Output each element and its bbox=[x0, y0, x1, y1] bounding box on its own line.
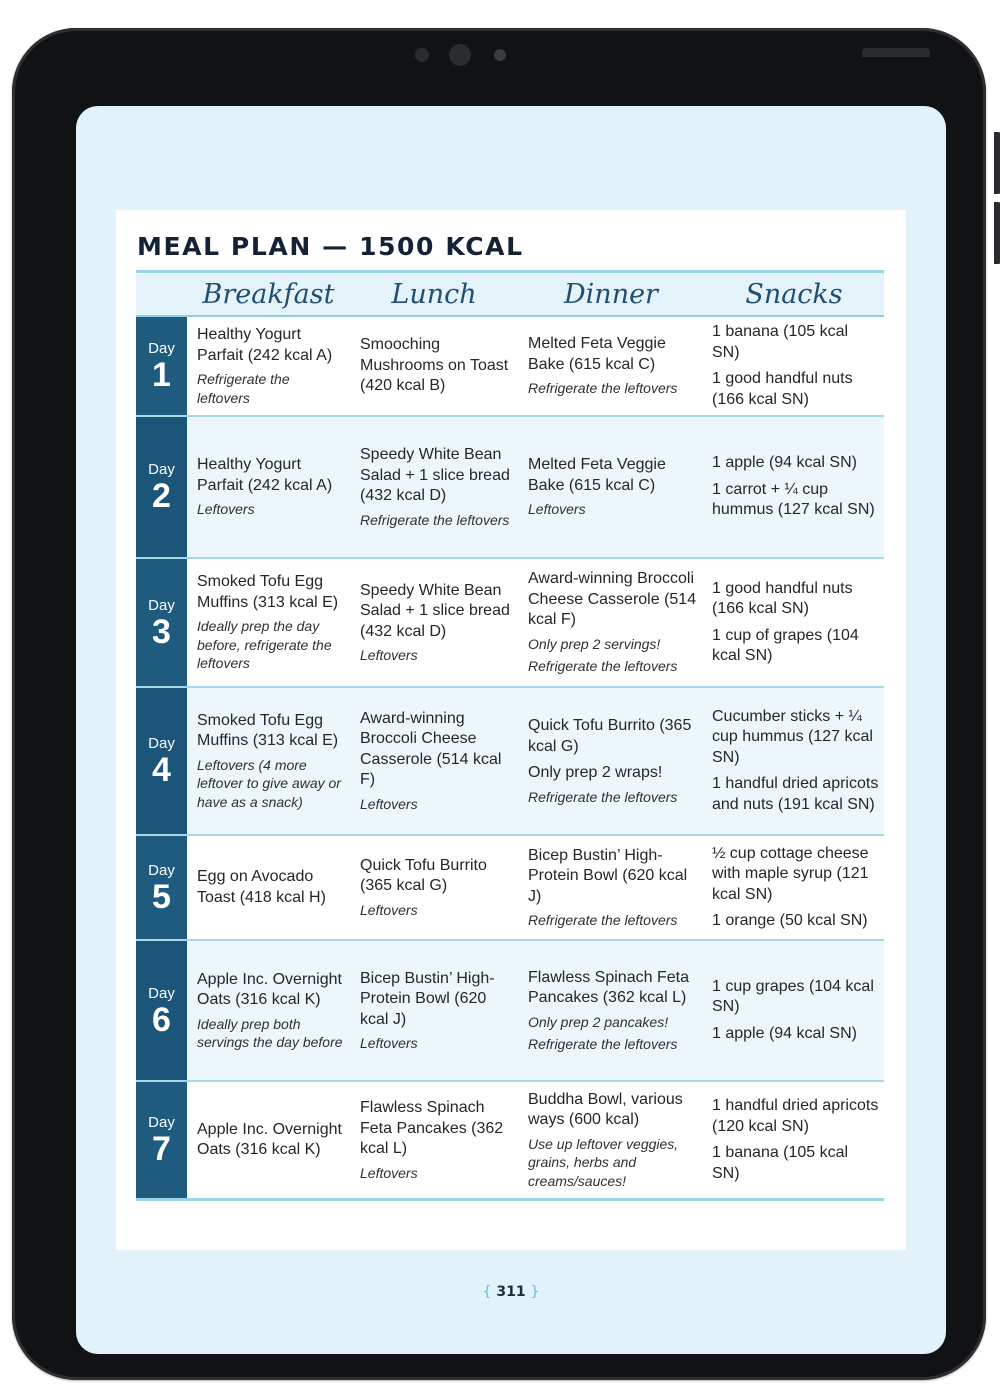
meal-note: Refrigerate the leftovers bbox=[360, 511, 510, 528]
day-label-3 bbox=[136, 559, 187, 686]
day-number: 1 bbox=[152, 356, 171, 394]
book-page bbox=[116, 210, 906, 1250]
page-number: 311 bbox=[496, 1284, 526, 1300]
column-header-dinner: Dinner bbox=[564, 279, 658, 310]
meal-text: Bicep Bustin’ High-Protein Bowl (620 kcal J) bbox=[360, 969, 495, 1028]
day-label-7 bbox=[136, 1082, 187, 1198]
snack-item: Cucumber sticks + ¼ cup hummus (127 kcal SN) bbox=[712, 707, 873, 766]
snack-item: 1 good handful nuts (166 kcal SN) bbox=[712, 579, 853, 617]
dinner-cell bbox=[518, 688, 704, 834]
meal-note: Leftovers bbox=[528, 501, 586, 518]
meal-note: Ideally prep both servings the day before bbox=[197, 1015, 343, 1050]
day-word: Day bbox=[148, 735, 175, 752]
breakfast-cell bbox=[187, 417, 350, 557]
meal-note: Use up leftover veggies, grains, herbs and creams/sauces! bbox=[528, 1135, 679, 1189]
meal-note: Leftovers bbox=[360, 1164, 418, 1181]
meal-text: Award-winning Broccoli Cheese Casserole (514 kcal F) bbox=[360, 709, 502, 789]
dinner-cell bbox=[518, 417, 704, 557]
sensor-icon bbox=[415, 48, 429, 62]
snacks-cell bbox=[704, 688, 884, 834]
lunch-cell bbox=[350, 688, 518, 834]
lunch-cell bbox=[350, 941, 518, 1080]
snack-item: 1 cup grapes (104 kcal SN) bbox=[712, 977, 874, 1016]
meal-note: Leftovers bbox=[360, 901, 418, 918]
table-row-day-5 bbox=[136, 836, 884, 941]
meal-note: Leftovers bbox=[360, 647, 418, 663]
meal-note: Leftovers (4 more leftover to give away or have as a snack) bbox=[197, 756, 341, 810]
snacks-cell bbox=[704, 836, 884, 939]
snack-item: 1 apple (94 kcal SN) bbox=[712, 1024, 857, 1042]
dinner-cell bbox=[518, 559, 704, 686]
meal-text: Healthy Yogurt Parfait (242 kcal A) bbox=[197, 326, 333, 364]
table-row-day-3 bbox=[136, 559, 884, 688]
dinner-cell bbox=[518, 317, 704, 415]
camera-icon bbox=[449, 44, 471, 66]
dinner-cell bbox=[518, 836, 704, 939]
snack-item: 1 cup of grapes (104 kcal SN) bbox=[712, 626, 859, 664]
table-row-day-7 bbox=[136, 1082, 884, 1201]
snack-item: 1 apple (94 kcal SN) bbox=[712, 454, 857, 472]
snack-item: ½ cup cottage cheese with maple syrup (121 kcal SN) bbox=[712, 844, 869, 903]
snacks-cell bbox=[704, 417, 884, 557]
day-label-6 bbox=[136, 941, 187, 1080]
meal-text: Speedy White Bean Salad + 1 slice bread (432 kcal D) bbox=[360, 446, 510, 504]
breakfast-cell bbox=[187, 941, 350, 1080]
snacks-cell bbox=[704, 559, 884, 686]
day-number: 2 bbox=[152, 477, 171, 515]
day-number: 4 bbox=[152, 751, 171, 789]
meal-text: Quick Tofu Burrito (365 kcal G) bbox=[360, 856, 487, 895]
flash-icon bbox=[494, 49, 506, 61]
day-number: 5 bbox=[152, 877, 171, 916]
meal-note: Refrigerate the leftovers bbox=[528, 380, 678, 397]
tablet-frame bbox=[12, 28, 986, 1380]
breakfast-cell bbox=[187, 559, 350, 686]
meal-text: Smoked Tofu Egg Muffins (313 kcal E) bbox=[197, 711, 339, 750]
day-label-4 bbox=[136, 688, 187, 834]
meal-note: Refrigerate the leftovers bbox=[197, 371, 290, 406]
meal-text: Apple Inc. Overnight Oats (316 kcal K) bbox=[197, 1120, 342, 1158]
meal-note: Only prep 2 pancakes! bbox=[528, 1013, 669, 1030]
meal-note: Only prep 2 servings! bbox=[528, 635, 661, 652]
snack-item: 1 handful dried apricots and nuts (191 kcal SN) bbox=[712, 775, 879, 813]
snack-item: 1 good handful nuts (166 kcal SN) bbox=[712, 370, 853, 408]
table-row-day-6 bbox=[136, 941, 884, 1082]
meal-text: Buddha Bowl, various ways (600 kcal) bbox=[528, 1090, 683, 1129]
lunch-cell bbox=[350, 417, 518, 557]
meal-note: Refrigerate the leftovers bbox=[528, 658, 678, 675]
meal-text: Smoked Tofu Egg Muffins (313 kcal E) bbox=[197, 573, 339, 611]
meal-text: Melted Feta Veggie Bake (615 kcal C) bbox=[528, 456, 666, 494]
day-label-5 bbox=[136, 836, 187, 939]
meal-text: Egg on Avocado Toast (418 kcal H) bbox=[197, 868, 326, 906]
snack-item: 1 banana (105 kcal SN) bbox=[712, 323, 849, 361]
day-word: Day bbox=[148, 461, 175, 478]
meal-note: Refrigerate the leftovers bbox=[528, 1036, 678, 1052]
meal-note: Leftovers bbox=[360, 795, 418, 812]
day-word: Day bbox=[148, 1114, 175, 1131]
meal-text: Quick Tofu Burrito (365 kcal G) bbox=[528, 717, 692, 755]
meal-text: Smooching Mushrooms on Toast (420 kcal B) bbox=[360, 336, 509, 395]
meal-note: Ideally prep the day before, refrigerate the leftovers bbox=[197, 618, 332, 672]
snacks-cell bbox=[704, 1082, 884, 1198]
day-number: 7 bbox=[152, 1130, 171, 1168]
meal-note: Leftovers bbox=[360, 1035, 418, 1051]
snacks-cell bbox=[704, 317, 884, 415]
lunch-cell bbox=[350, 559, 518, 686]
breakfast-cell bbox=[187, 836, 350, 939]
table-row-day-1 bbox=[136, 317, 884, 417]
meal-text: Speedy White Bean Salad + 1 slice bread (432 kcal D) bbox=[360, 581, 510, 640]
day-label-1 bbox=[136, 317, 187, 415]
lunch-cell bbox=[350, 1082, 518, 1198]
snack-item: 1 carrot + ¼ cup hummus (127 kcal SN) bbox=[712, 480, 875, 519]
meal-text: Flawless Spinach Feta Pancakes (362 kcal L) bbox=[528, 968, 689, 1006]
page-title: MEAL PLAN — 1500 KCAL bbox=[137, 232, 524, 261]
meal-plan-table bbox=[136, 270, 884, 1201]
table-header bbox=[136, 273, 884, 317]
day-word: Day bbox=[148, 596, 175, 614]
meal-text: Healthy Yogurt Parfait (242 kcal A) bbox=[197, 456, 333, 494]
meal-subtext: Only prep 2 wraps! bbox=[528, 764, 663, 781]
snack-item: 1 orange (50 kcal SN) bbox=[712, 912, 868, 929]
lunch-cell bbox=[350, 317, 518, 415]
breakfast-cell bbox=[187, 1082, 350, 1198]
meal-text: Apple Inc. Overnight Oats (316 kcal K) bbox=[197, 970, 342, 1008]
lunch-cell bbox=[350, 836, 518, 939]
meal-note: Refrigerate the leftovers bbox=[528, 788, 678, 805]
table-row-day-2 bbox=[136, 417, 884, 559]
meal-text: Melted Feta Veggie Bake (615 kcal C) bbox=[528, 335, 666, 373]
breakfast-cell bbox=[187, 317, 350, 415]
snack-item: 1 banana (105 kcal SN) bbox=[712, 1144, 849, 1182]
power-button bbox=[862, 48, 930, 57]
day-word: Day bbox=[148, 340, 175, 357]
day-number: 6 bbox=[152, 1000, 171, 1039]
page-number-footer bbox=[76, 1284, 946, 1300]
day-word: Day bbox=[148, 984, 175, 1002]
left-brace-icon: { bbox=[482, 1284, 492, 1300]
dinner-cell bbox=[518, 941, 704, 1080]
right-brace-icon: } bbox=[530, 1284, 540, 1300]
dinner-cell bbox=[518, 1082, 704, 1198]
meal-note: Leftovers bbox=[197, 501, 255, 518]
table-row-day-4 bbox=[136, 688, 884, 836]
meal-text: Award-winning Broccoli Cheese Casserole (514 kcal F) bbox=[528, 570, 697, 629]
column-header-snacks: Snacks bbox=[745, 279, 843, 310]
tablet-screen bbox=[76, 106, 946, 1354]
volume-up-button bbox=[994, 132, 1000, 194]
column-header-breakfast: Breakfast bbox=[202, 279, 335, 310]
snacks-cell bbox=[704, 941, 884, 1080]
meal-note: Refrigerate the leftovers bbox=[528, 912, 678, 928]
snack-item: 1 handful dried apricots (120 kcal SN) bbox=[712, 1097, 879, 1135]
column-header-lunch: Lunch bbox=[391, 279, 477, 310]
meal-text: Flawless Spinach Feta Pancakes (362 kcal L) bbox=[360, 1099, 504, 1157]
day-word: Day bbox=[148, 861, 175, 879]
day-label-2 bbox=[136, 417, 187, 557]
meal-text: Bicep Bustin’ High-Protein Bowl (620 kcal J) bbox=[528, 846, 688, 905]
breakfast-cell bbox=[187, 688, 350, 834]
day-number: 3 bbox=[152, 612, 171, 651]
volume-down-button bbox=[994, 202, 1000, 264]
